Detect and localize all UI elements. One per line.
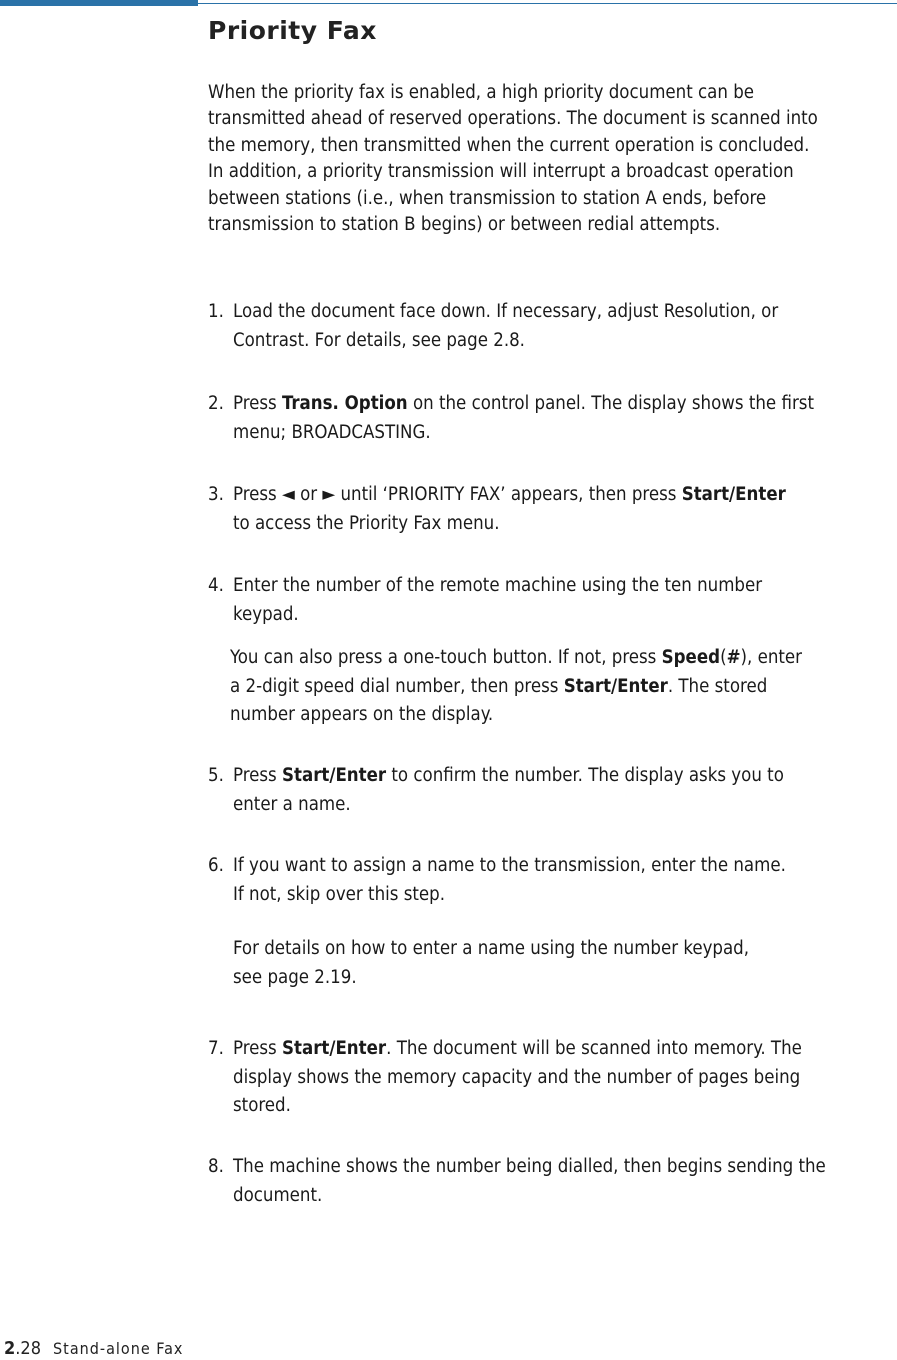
intro-line: between stations (i.e., when transmission to station A ends, before bbox=[208, 187, 767, 209]
step-text: Press bbox=[233, 1038, 283, 1059]
step-text: on the control panel. The display shows the first bbox=[407, 393, 814, 414]
header-rule bbox=[198, 3, 897, 4]
speed-key-label: Speed bbox=[661, 647, 721, 668]
step-7 bbox=[208, 1035, 897, 1121]
step-number: 4. bbox=[208, 575, 224, 596]
step-4 bbox=[208, 572, 897, 629]
intro-line: When the priority fax is enabled, a high priority document can be bbox=[208, 82, 755, 103]
start-enter-key-label: Start/Enter bbox=[282, 765, 387, 786]
start-enter-key-label: Start/Enter bbox=[563, 675, 668, 697]
header-rule-accent bbox=[0, 0, 198, 6]
step-text: keypad. bbox=[233, 603, 299, 625]
intro-line: In addition, a priority transmission will interrupt a broadcast operation bbox=[208, 161, 794, 183]
step-number: 2. bbox=[208, 393, 224, 414]
step-text: display shows the memory capacity and the number of pages being bbox=[233, 1066, 801, 1088]
step-text: Press ◄ or ► until ‘PRIORITY FAX’ appears, then press bbox=[233, 484, 682, 505]
step-text: Contrast. For details, see page 2.8. bbox=[233, 329, 525, 351]
page-footer bbox=[4, 1338, 183, 1359]
step-5 bbox=[208, 762, 897, 819]
step-text: If you want to assign a name to the transmission, enter the name. bbox=[233, 855, 786, 876]
page-title: Priority Fax bbox=[208, 16, 377, 45]
step-text: to confirm the number. The display asks you to bbox=[386, 765, 784, 786]
step-text: Load the document face down. If necessary, adjust Resolution, or bbox=[233, 301, 779, 322]
intro-line: the memory, then transmitted when the current operation is concluded. bbox=[208, 134, 810, 156]
step-2 bbox=[208, 390, 897, 447]
start-enter-key-label: Start/Enter bbox=[282, 1038, 387, 1059]
step-number: 7. bbox=[208, 1038, 224, 1059]
step-number: 5. bbox=[208, 765, 224, 786]
step-text: to access the Priority Fax menu. bbox=[233, 512, 500, 534]
step-text: Press bbox=[233, 393, 283, 414]
step-text: menu; BROADCASTING. bbox=[233, 421, 431, 443]
chapter-number: 2 bbox=[4, 1338, 16, 1359]
step-8 bbox=[208, 1153, 897, 1210]
page-number: .28 bbox=[15, 1338, 42, 1359]
intro-line: transmission to station B begins) or between redial attempts. bbox=[208, 214, 721, 236]
step-text: Enter the number of the remote machine using the ten number bbox=[233, 575, 763, 596]
step-1 bbox=[208, 298, 897, 355]
intro-line: transmitted ahead of reserved operations. The document is scanned into bbox=[208, 108, 818, 130]
section-name: Stand-alone Fax bbox=[53, 1339, 184, 1358]
step-text: If not, skip over this step. bbox=[233, 883, 445, 905]
step-6 bbox=[208, 852, 897, 909]
trans-option-key-label: Trans. Option bbox=[282, 393, 408, 414]
step-text: document. bbox=[233, 1184, 323, 1206]
step-number: 8. bbox=[208, 1156, 224, 1177]
step-number: 1. bbox=[208, 301, 224, 322]
step-number: 6. bbox=[208, 855, 224, 876]
step-text: stored. bbox=[233, 1095, 291, 1116]
step-3 bbox=[208, 481, 897, 538]
start-enter-key-label: Start/Enter bbox=[681, 484, 786, 505]
step-text: . The document will be scanned into memory. The bbox=[386, 1038, 802, 1059]
step-text: Press bbox=[233, 765, 283, 786]
step-6-note: For details on how to enter a name using the number keypad, see page 2.19. bbox=[233, 938, 750, 988]
intro-paragraph bbox=[208, 80, 897, 238]
step-4-note: You can also press a one-touch button. If not, press Speed(#), enter a 2-digit speed dial number, then press Start/Enter. The stored number appears on the display. bbox=[230, 647, 802, 725]
step-text: enter a name. bbox=[233, 793, 351, 815]
step-text: The machine shows the number being dialled, then begins sending the bbox=[233, 1156, 826, 1177]
hash-key-label: # bbox=[726, 647, 741, 668]
step-number: 3. bbox=[208, 484, 224, 505]
